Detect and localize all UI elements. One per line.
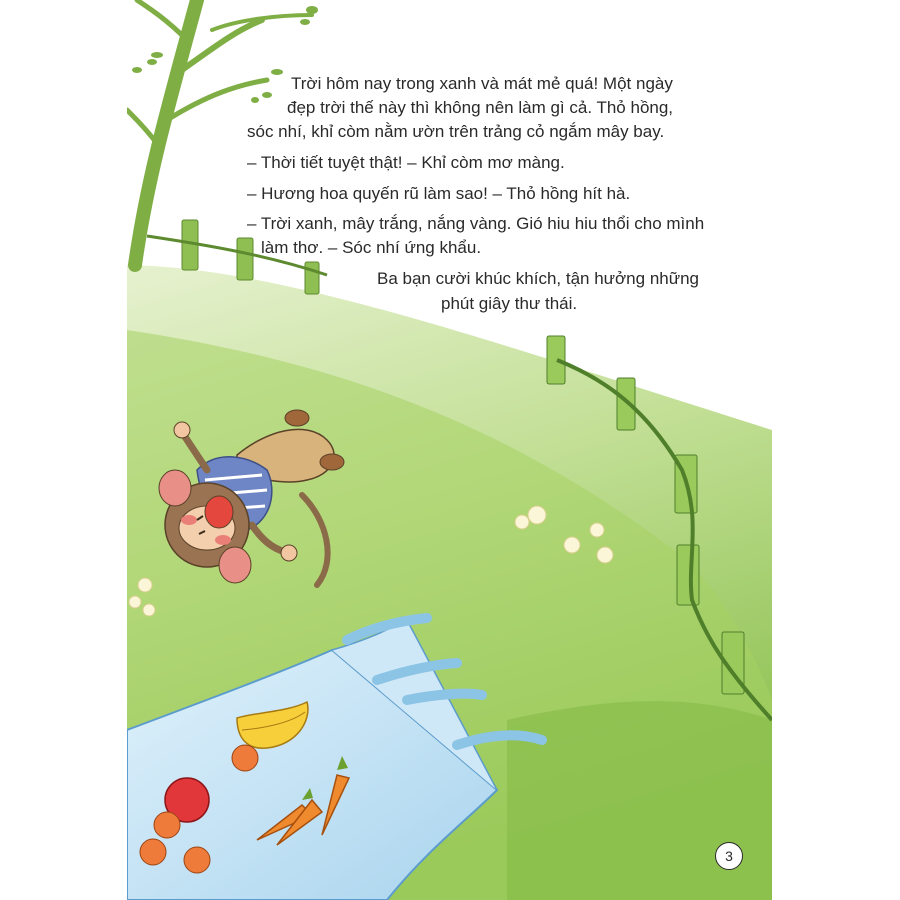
orange xyxy=(140,839,166,865)
orange xyxy=(232,745,258,771)
story-text xyxy=(127,0,772,330)
intro-line: Trời hôm nay trong xanh và mát mẻ quá! Một ngày xyxy=(291,74,673,93)
book-page xyxy=(127,0,772,900)
page-number: 3 xyxy=(715,842,743,870)
orange xyxy=(154,812,180,838)
orange xyxy=(184,847,210,873)
intro-line: đẹp trời thế này thì không nên làm gì cả. Thỏ hồng, xyxy=(287,98,674,117)
intro-line: sóc nhí, khỉ còm nằm ườn trên trảng cỏ ngắm mây bay. xyxy=(247,122,665,141)
dialogue-line: – Trời xanh, mây trắng, nắng vàng. Gió hiu hiu thổi cho mình xyxy=(247,214,705,233)
closing-line: phút giây thư thái. xyxy=(441,294,578,313)
dialogue-line: – Thời tiết tuyệt thật! – Khỉ còm mơ màng. xyxy=(247,153,565,172)
closing-line: Ba bạn cười khúc khích, tận hưởng những xyxy=(377,269,700,288)
dialogue-line: – Hương hoa quyến rũ làm sao! – Thỏ hồng hít hà. xyxy=(247,184,631,203)
dialogue-line: làm thơ. – Sóc nhí ứng khẩu. xyxy=(261,238,482,257)
